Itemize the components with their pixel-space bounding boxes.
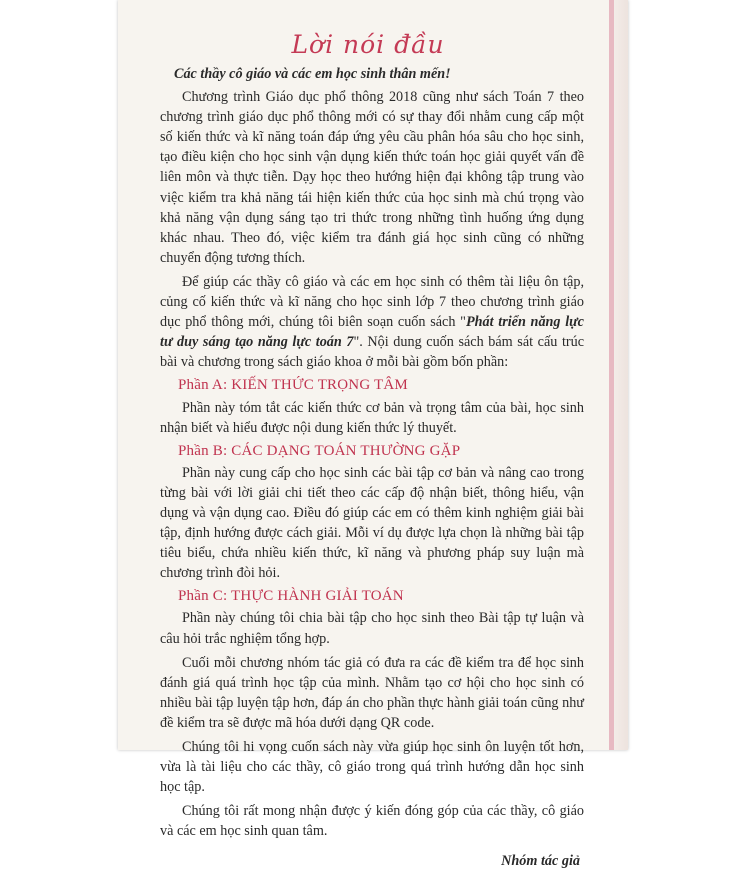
section-body-b: Phần này cung cấp cho học sinh các bài tập cơ bản và nâng cao trong từng bài với lời giải chi tiết theo các cấp độ nhận biết, thông hiểu, vận dụng và vận dụng cao. Điều đó giúp các em có thêm kinh nghiệm giải bài tập, định hướng được cách giải. Mỗi ví dụ được lựa chọn là những bài tập tiêu biểu, chứa nhiều kiến thức, kĩ năng và phương pháp suy luận mà chương trình đòi hỏi. (160, 464, 584, 582)
greeting: Các thầy cô giáo và các em học sinh thân mến! (174, 66, 451, 82)
section-body-a: Phần này tóm tắt các kiến thức cơ bản và trọng tâm của bài, học sinh nhận biết và hiểu được nội dung kiến thức lý thuyết. (160, 399, 584, 436)
section-heading-a: Phần A: KIẾN THỨC TRỌNG TÂM (178, 377, 408, 394)
purpose-text-before: Để giúp các thầy cô giáo và các em học sinh có thêm tài liệu ôn tập, củng cố kiến thức và kĩ năng cho học sinh lớp 7 theo chương trình giáo dục phổ thông mới, chúng tôi biên soạn cuốn sách " (160, 273, 584, 331)
book-page (118, 0, 628, 870)
hope-paragraph: Chúng tôi hi vọng cuốn sách này vừa giúp học sinh ôn luyện tốt hơn, vừa là tài liệu cho các thầy, cô giáo trong quá trình hướng dẫn học sinh học tập. (160, 739, 584, 796)
page-edge (614, 0, 628, 750)
section-body-c: Phần này chúng tôi chia bài tập cho học sinh theo Bài tập tự luận và câu hỏi trắc nghiệm tổng hợp. (160, 610, 584, 647)
preface-content (160, 64, 584, 872)
section-heading-b: Phần B: CÁC DẠNG TOÁN THƯỜNG GẶP (178, 442, 461, 459)
page-edge-stripe (609, 0, 614, 750)
page-title: Lời nói đầu (291, 30, 445, 59)
chapter-paragraph: Cuối mỗi chương nhóm tác giả có đưa ra các đề kiểm tra để học sinh đánh giá quá trình học tập của mình. Nhằm tạo cơ hội cho học sinh có nhiều bài tập luyện tập hơn, đáp án cho phần thực hành giải toán cũng như đề kiểm tra sẽ được mã hóa dưới dạng QR code. (160, 654, 584, 731)
intro-paragraph: Chương trình Giáo dục phổ thông 2018 cũng như sách Toán 7 theo chương trình giáo dục phổ thông mới có sự thay đổi nhằm cung cấp một số kiến thức và kĩ năng toán đáp ứng yêu cầu phân hóa sâu cho học sinh, tạo điều kiện cho học sinh vận dụng kiến thức toán học giải quyết vấn đề liên môn và thực tiễn. Dạy học theo hướng hiện đại không tập trung vào việc kiểm tra khả năng tái hiện kiến thức của học sinh mà chú trọng vào khả năng vận dụng sáng tạo tri thức trong những tình huống ứng dụng khác nhau. Theo đó, việc kiểm tra đánh giá học sinh cũng có những chuyển động tương thích. (160, 89, 584, 266)
book-title: Phát triển năng lực tư duy sáng tạo năng lực toán 7 (160, 314, 584, 351)
section-heading-c: Phần C: THỰC HÀNH GIẢI TOÁN (178, 588, 404, 605)
signature: Nhóm tác giả (501, 853, 580, 870)
purpose-text-after: ". Nội dung cuốn sách bám sát cấu trúc bài và chương trong sách giáo khoa ở mỗi bài gồm bốn phần: (160, 334, 584, 371)
purpose-paragraph (160, 272, 584, 372)
feedback-paragraph: Chúng tôi rất mong nhận được ý kiến đóng góp của các thầy, cô giáo và các em học sinh quan tâm. (160, 803, 584, 840)
